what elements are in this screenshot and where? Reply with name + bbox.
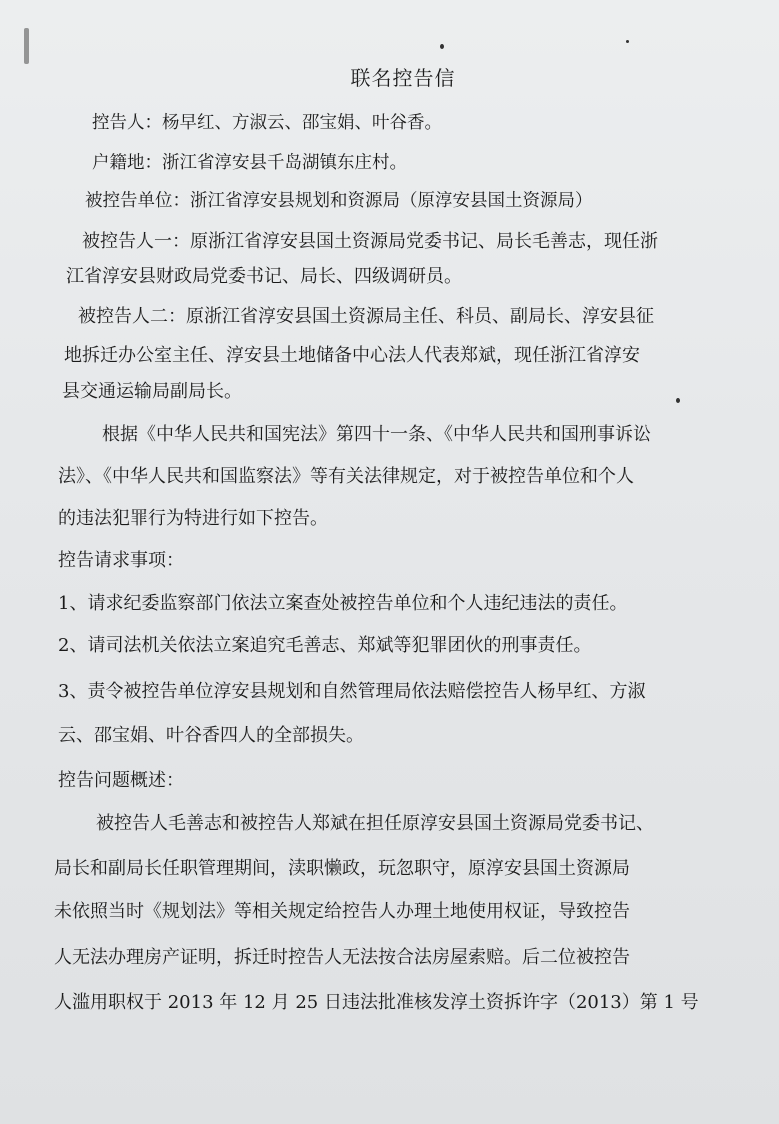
accused-two-line: 被控告人二：原浙江省淳安县国土资源局主任、科员、副局长、淳安县征 — [78, 306, 654, 327]
request-item: 云、邵宝娟、叶谷香四人的全部损失。 — [58, 725, 364, 746]
accused-unit-line: 被控告单位：浙江省淳安县规划和资源局（原淳安县国土资源局） — [85, 191, 593, 211]
accused-two-line: 县交通运输局副局长。 — [62, 381, 242, 402]
summary-line: 未依照当时《规划法》等相关规定给控告人办理土地使用权证，导致控告 — [54, 901, 630, 922]
request-item: 3、责令被控告单位淳安县规划和自然管理局依法赔偿控告人杨早红、方淑 — [58, 681, 646, 702]
accused-one-line: 被控告人一：原浙江省淳安县国土资源局党委书记、局长毛善志，现任浙 — [82, 231, 658, 252]
letter-body — [54, 62, 718, 1013]
summary-line: 局长和副局长任职管理期间，渎职懒政，玩忽职守，原淳安县国土资源局 — [54, 858, 630, 879]
legal-basis-line: 法》、《中华人民共和国监察法》等有关法律规定，对于被控告单位和个人 — [58, 466, 634, 487]
summary-line: 人无法办理房产证明，拆迁时控告人无法按合法房屋索赔。后二位被控告 — [54, 947, 630, 968]
legal-basis-line: 的违法犯罪行为特进行如下控告。 — [58, 508, 328, 529]
summary-line: 被控告人毛善志和被控告人郑斌在担任原淳安县国土资源局党委书记、 — [96, 813, 654, 834]
summary-heading: 控告问题概述： — [58, 770, 184, 791]
domicile-line: 户籍地：浙江省淳安县千岛湖镇东庄村。 — [92, 153, 407, 173]
accused-one-line: 江省淳安县财政局党委书记、局长、四级调研员。 — [66, 266, 462, 287]
edge-mark — [24, 28, 29, 64]
request-item: 2、请司法机关依法立案追究毛善志、郑斌等犯罪团伙的刑事责任。 — [58, 635, 592, 656]
requests-heading: 控告请求事项： — [58, 550, 184, 571]
ink-speck — [626, 40, 629, 43]
legal-basis-line: 根据《中华人民共和国宪法》第四十一条、《中华人民共和国刑事诉讼 — [102, 424, 651, 445]
summary-line: 人滥用职权于 2013 年 12 月 25 日违法批准核发淳土资拆许字（2013）第 1 号 — [54, 992, 699, 1013]
ink-speck — [440, 44, 444, 49]
document-title: 联名控告信 — [350, 66, 456, 90]
accused-two-line: 地拆迁办公室主任、淳安县土地储备中心法人代表郑斌，现任浙江省淳安 — [64, 345, 640, 366]
complainants-line: 控告人：杨早红、方淑云、邵宝娟、叶谷香。 — [92, 113, 442, 133]
request-item: 1、请求纪委监察部门依法立案查处被控告单位和个人违纪违法的责任。 — [58, 593, 628, 614]
ink-speck — [676, 398, 680, 403]
